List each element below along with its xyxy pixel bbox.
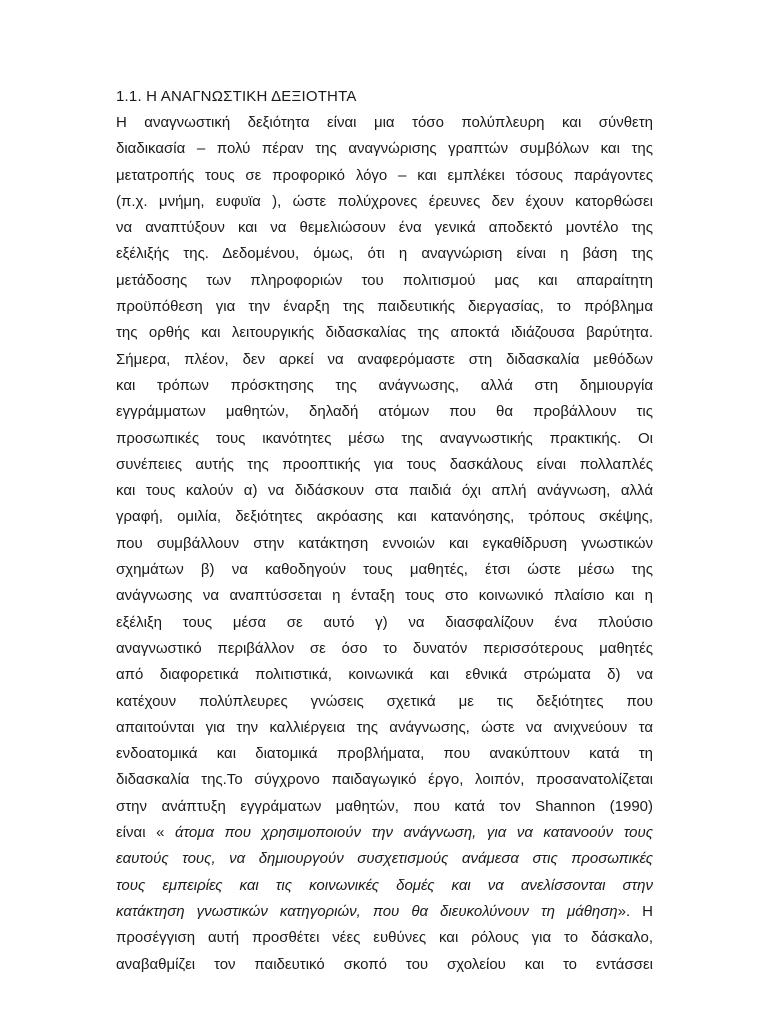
text-segment: σχημάτων β) να καθοδηγούν τους μαθητές, έτσι ώστε μέσω της	[116, 561, 653, 579]
text-segment: εξέλιξη τους μέσα σε αυτό γ) να διασφαλίζουν ένα πλούσιο	[116, 613, 653, 631]
text-segment: από διαφορετικά πολιτιστικά, κοινωνικά και εθνικά στρώματα δ) να	[116, 666, 653, 684]
text-line	[116, 399, 653, 425]
document-page	[116, 84, 653, 978]
text-line	[116, 794, 653, 820]
quote-text: τους εμπειρίες και τις κοινωνικές δομές και να ανελίσσονται στην	[116, 876, 653, 894]
text-line	[116, 820, 653, 846]
text-line	[116, 478, 653, 504]
text-line	[116, 662, 653, 688]
text-line	[116, 741, 653, 767]
text-segment: (π.χ. μνήμη, ευφυϊα ), ώστε πολύχρονες έρευνες δεν έχουν κατορθώσει	[116, 192, 653, 210]
text-line	[116, 504, 653, 530]
text-line	[116, 610, 653, 636]
text-segment: προϋπόθεση για την έναρξη της παιδευτικής διεργασίας, το πρόβλημα	[116, 298, 653, 316]
text-line	[116, 767, 653, 793]
section-heading: 1.1. Η ΑΝΑΓΝΩΣΤΙΚΗ ΔΕΞΙΟΤΗΤΑ	[116, 88, 357, 105]
quote-text: εαυτούς τους, να δημιουργούν συσχετισμούς ανάμεσα στις προσωπικές	[116, 850, 653, 868]
text-segment: κατέχουν πολύπλευρες γνώσεις σχετικά με τις δεξιότητες που	[116, 692, 653, 710]
text-segment: εγγράμματων μαθητών, δηλαδή ατόμων που θα προβάλλουν τις	[116, 403, 653, 421]
text-line	[116, 215, 653, 241]
quote-text: κατάκτηση γνωστικών κατηγοριών, που θα διευκολύνουν τη μάθηση	[116, 902, 618, 920]
text-line	[116, 925, 653, 951]
text-segment: διαδικασία – πολύ πέραν της αναγνώρισης γραπτών συμβόλων και της	[116, 140, 653, 158]
text-segment: της ορθής και λειτουργικής διδασκαλίας της αποκτά ιδιάζουσα βαρύτητα.	[116, 324, 653, 342]
text-line	[116, 899, 653, 925]
text-line	[116, 163, 653, 189]
text-segment: συνέπειες αυτής της προοπτικής για τους δασκάλους είναι πολλαπλές	[116, 455, 653, 473]
text-segment: γραφή, ομιλία, δεξιότητες ακρόασης και κατανόησης, τρόπους σκέψης,	[116, 508, 653, 526]
text-line	[116, 531, 653, 557]
text-line	[116, 136, 653, 162]
text-segment: διδασκαλία της.Το σύγχρονο παιδαγωγικό έργο, λοιπόν, προσανατολίζεται	[116, 771, 653, 789]
text-segment: απαιτούνται για την καλλιέργεια της ανάγνωσης, ώστε να ανιχνεύουν τα	[116, 718, 653, 736]
quote-text: άτομα που χρησιμοποιούν την ανάγνωση, για να κατανοούν τους	[174, 824, 653, 842]
text-segment: είναι «	[116, 824, 175, 842]
text-segment: και τους καλούν α) να διδάσκουν στα παιδιά όχι απλή ανάγνωση, αλλά	[116, 482, 653, 500]
text-line	[116, 583, 653, 609]
text-line	[116, 426, 653, 452]
text-segment: ». Η	[617, 902, 653, 920]
text-line	[116, 110, 653, 136]
text-segment: να αναπτύξουν και να θεμελιώσουν ένα γενικά αποδεκτό μοντέλο της	[116, 219, 653, 237]
text-segment: εξέλιξής της. Δεδομένου, όμως, ότι η αναγνώριση είναι η βάση της	[116, 245, 653, 263]
text-line	[116, 952, 653, 978]
text-line	[116, 715, 653, 741]
text-line	[116, 689, 653, 715]
text-segment: αναβαθμίζει τον παιδευτικό σκοπό του σχολείου και το εντάσσει	[116, 955, 653, 973]
text-line	[116, 873, 653, 899]
text-segment: Η αναγνωστική δεξιότητα είναι μια τόσο πολύπλευρη και σύνθετη	[116, 114, 653, 131]
text-segment: και τρόπων πρόσκτησης της ανάγνωσης, αλλά στη δημιουργία	[116, 376, 653, 394]
text-line	[116, 294, 653, 320]
text-segment: που συμβάλλουν στην κατάκτηση εννοιών και εγκαθίδρυση γνωστικών	[116, 534, 653, 552]
text-line	[116, 846, 653, 872]
text-segment: μετατροπής τους σε προφορικό λόγο – και εμπλέκει τόσους παράγοντες	[116, 166, 653, 184]
text-line	[116, 320, 653, 346]
text-line	[116, 347, 653, 373]
text-segment: ανάγνωσης να αναπτύσσεται η ένταξη τους στο κοινωνικό πλαίσιο και η	[116, 587, 653, 605]
text-segment: μετάδοσης των πληροφοριών του πολιτισμού μας και απαραίτητη	[116, 271, 653, 289]
text-line	[116, 241, 653, 267]
text-segment: προσωπικές τους ικανότητες μέσω της αναγνωστικής πρακτικής. Οι	[116, 429, 653, 447]
body-text	[116, 110, 653, 978]
text-segment: στην ανάπτυξη εγγράματων μαθητών, που κατά τον Shannon (1990)	[116, 797, 653, 815]
text-segment: αναγνωστικό περιβάλλον σε όσο το δυνατόν περισσότερους μαθητές	[116, 639, 653, 657]
text-line	[116, 373, 653, 399]
text-segment: προσέγγιση αυτή προσθέτει νέες ευθύνες και ρόλους για το δάσκαλο,	[116, 929, 653, 947]
text-line	[116, 636, 653, 662]
text-segment: Σήμερα, πλέον, δεν αρκεί να αναφερόμαστε στη διδασκαλία μεθόδων	[116, 350, 653, 368]
text-segment: ενδοατομικά και διατομικά προβλήματα, που ανακύπτουν κατά τη	[116, 745, 653, 763]
text-line	[116, 268, 653, 294]
text-line	[116, 189, 653, 215]
text-line	[116, 452, 653, 478]
text-line	[116, 557, 653, 583]
